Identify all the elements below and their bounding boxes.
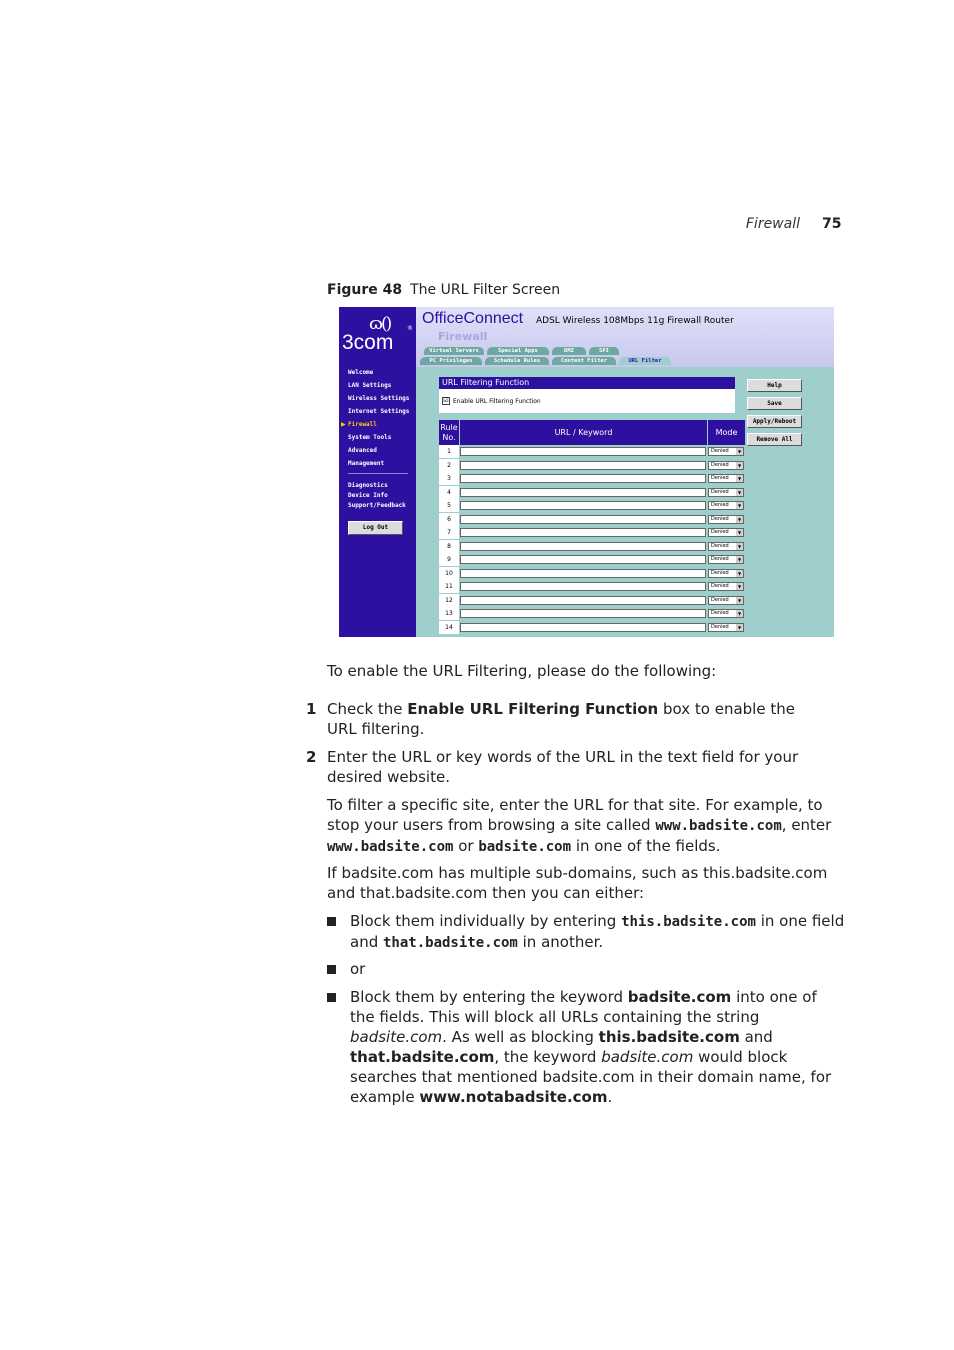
table-row xyxy=(439,607,746,620)
url-keyword-input[interactable] xyxy=(460,447,706,456)
mode-select[interactable] xyxy=(708,528,744,537)
panel-title: URL Filtering Function xyxy=(439,377,735,389)
mode-value: Denied xyxy=(711,583,729,589)
url-keyword-input[interactable] xyxy=(460,474,706,483)
table-row xyxy=(439,445,746,458)
b3-text-g: and xyxy=(739,1028,773,1046)
mode-select[interactable] xyxy=(708,555,744,564)
mode-select[interactable] xyxy=(708,474,744,483)
rule-number: 5 xyxy=(439,499,459,512)
mode-select[interactable] xyxy=(708,609,744,618)
chevron-down-icon: ▼ xyxy=(737,611,742,616)
url-keyword-input[interactable] xyxy=(460,528,706,537)
rule-number: 7 xyxy=(439,526,459,539)
b3-bold-that: that.badsite.com xyxy=(350,1048,495,1066)
sidebar-item-welcome[interactable]: Welcome xyxy=(348,369,374,376)
tab-dmz[interactable]: DMZ xyxy=(552,347,586,355)
b3-italic-string: badsite.com xyxy=(350,1028,443,1046)
brand-subtitle: ADSL Wireless 108Mbps 11g Firewall Router xyxy=(536,316,734,326)
table-row xyxy=(439,621,746,634)
apply-reboot-button[interactable]: Apply/Reboot xyxy=(747,415,802,428)
tab-url-filter[interactable]: URL Filter xyxy=(619,357,671,365)
url-keyword-input[interactable] xyxy=(460,461,706,470)
table-row xyxy=(439,499,746,512)
log-out-button[interactable]: Log Out xyxy=(348,521,403,535)
b3-text-k: would block searches that mentioned badsite.com in their domain name, for example xyxy=(350,1048,832,1106)
rule-number: 13 xyxy=(439,607,459,620)
bullet-square-icon xyxy=(327,917,336,926)
chevron-down-icon: ▼ xyxy=(737,570,742,576)
rule-number: 9 xyxy=(439,553,459,566)
brand-title: OfficeConnect xyxy=(422,310,524,327)
rule-number: 10 xyxy=(439,567,459,580)
sidebar-divider xyxy=(348,473,408,474)
mode-select[interactable] xyxy=(708,596,744,605)
step-2-text: Enter the URL or key words of the URL in the text field for your desired website. xyxy=(327,748,799,786)
current-item-arrow-icon: ▶ xyxy=(341,421,346,428)
enable-url-filter-checkbox[interactable]: ☑ xyxy=(443,397,449,404)
table-row xyxy=(439,526,746,539)
table-row xyxy=(439,459,746,472)
chevron-down-icon: ▼ xyxy=(737,597,742,603)
mode-value: Denied xyxy=(711,569,729,576)
3com-logo-icon: ɷ() xyxy=(369,314,391,334)
mode-value: Denied xyxy=(711,448,729,454)
rule-number: 2 xyxy=(439,459,459,472)
remove-all-button[interactable]: Remove All xyxy=(747,433,802,446)
rule-number: 3 xyxy=(439,472,459,485)
mode-select[interactable] xyxy=(708,623,744,632)
bullet-square-icon xyxy=(327,965,336,974)
tab-schedule-rules[interactable]: Schedule Rules xyxy=(485,357,549,365)
mode-select[interactable] xyxy=(708,515,744,524)
bullet-individually xyxy=(350,911,852,953)
section-title: Firewall xyxy=(438,330,488,343)
p1-text-d: in one of the fields. xyxy=(571,837,721,855)
step-1-text xyxy=(327,699,817,739)
sidebar-item-device-info[interactable]: Device Info xyxy=(348,492,388,499)
bullet-keyword xyxy=(350,987,835,1107)
column-header-mode: Mode xyxy=(708,420,745,445)
p1-text-b: , enter xyxy=(781,816,832,834)
tab-spi[interactable]: SPI xyxy=(589,347,619,355)
chevron-down-icon: ▼ xyxy=(737,462,742,468)
mode-value: Denied xyxy=(711,610,729,616)
help-button[interactable]: Help xyxy=(747,379,802,392)
mode-value: Denied xyxy=(711,461,729,468)
column-header-url-keyword: URL / Keyword xyxy=(460,420,707,445)
step-1-text-bold: Enable URL Filtering Function xyxy=(407,700,659,718)
sidebar-item-diagnostics[interactable]: Diagnostics xyxy=(348,482,388,489)
b1-text-b: in one field and xyxy=(350,912,845,951)
figure-title: The URL Filter Screen xyxy=(410,282,561,298)
chevron-down-icon: ▼ xyxy=(737,624,742,630)
p1-code-1: www.badsite.com xyxy=(655,818,782,834)
url-keyword-input[interactable] xyxy=(460,569,706,578)
sidebar-item-management[interactable]: Management xyxy=(348,460,385,467)
mode-value: Denied xyxy=(711,488,729,495)
rule-number: 12 xyxy=(439,594,459,607)
mode-select[interactable] xyxy=(708,542,744,551)
figure-caption xyxy=(327,282,560,298)
table-row xyxy=(439,553,746,566)
sidebar-item-firewall[interactable]: Firewall xyxy=(348,421,377,428)
b1-text-c: in another. xyxy=(517,933,604,951)
b3-bold-this: this.badsite.com xyxy=(598,1028,740,1046)
chevron-down-icon: ▼ xyxy=(737,476,742,481)
mode-select[interactable] xyxy=(708,501,744,510)
url-keyword-input[interactable] xyxy=(460,542,706,551)
mode-value: Denied xyxy=(711,556,729,562)
b3-bold-keyword: badsite.com xyxy=(627,988,732,1006)
sidebar-item-internet-settings[interactable]: Internet Settings xyxy=(348,408,410,415)
table-row xyxy=(439,486,746,499)
intro-text: To enable the URL Filtering, please do the following: xyxy=(327,662,717,680)
rule-number: 14 xyxy=(439,621,459,634)
sidebar-item-support-feedback[interactable]: Support/Feedback xyxy=(348,502,406,509)
b3-text-c: into one of the fields. This will block all URLs containing the string xyxy=(350,988,817,1026)
table-row xyxy=(439,513,746,526)
url-filter-screenshot xyxy=(339,307,834,637)
3com-logo-text: 3com xyxy=(342,331,394,354)
mode-value: Denied xyxy=(711,623,729,630)
figure-label: Figure 48 xyxy=(327,282,403,298)
paragraph-subdomains: If badsite.com has multiple sub-domains, such as this.badsite.com and that.badsite.com then you can either: xyxy=(327,864,828,902)
bullet-square-icon xyxy=(327,993,336,1002)
paragraph-specific-site xyxy=(327,795,842,857)
bullet-or: or xyxy=(350,960,366,978)
mode-select[interactable] xyxy=(708,461,744,470)
mode-value: Denied xyxy=(711,515,729,522)
url-keyword-input[interactable] xyxy=(460,488,706,497)
step-1-text-c: box to enable the URL filtering. xyxy=(327,700,795,738)
rule-number: 6 xyxy=(439,513,459,526)
registered-mark: ® xyxy=(407,325,413,332)
url-keyword-input[interactable] xyxy=(460,555,706,564)
table-row xyxy=(439,472,746,485)
column-header-rule-no: Rule No. xyxy=(439,420,459,445)
table-row xyxy=(439,580,746,593)
page-number: 75 xyxy=(822,216,842,232)
mode-value: Denied xyxy=(711,529,729,535)
step-1-text-a: Check the xyxy=(327,700,408,718)
mode-select[interactable] xyxy=(708,582,744,591)
tab-pc-privileges[interactable]: PC Privileges xyxy=(420,357,482,365)
b1-code-2: that.badsite.com xyxy=(383,935,518,951)
p1-text-a: To filter a specific site, enter the URL for that site. For example, to stop your users from browsing a site called xyxy=(327,796,823,834)
sidebar-item-system-tools[interactable]: System Tools xyxy=(348,434,392,441)
rule-number: 11 xyxy=(439,580,459,593)
chevron-down-icon: ▼ xyxy=(737,584,742,589)
table-row xyxy=(439,594,746,607)
url-keyword-input[interactable] xyxy=(460,623,706,632)
b1-code-1: this.badsite.com xyxy=(621,914,756,930)
chevron-down-icon: ▼ xyxy=(737,503,742,508)
rule-number: 8 xyxy=(439,540,459,553)
p1-text-c: or xyxy=(453,837,479,855)
b3-text-m: . xyxy=(607,1088,613,1106)
p1-code-3: badsite.com xyxy=(478,839,572,855)
url-keyword-input[interactable] xyxy=(460,609,706,618)
b3-bold-example: www.notabadsite.com xyxy=(419,1088,608,1106)
enable-url-filter-label: Enable URL Filtering Function xyxy=(453,398,541,405)
chevron-down-icon: ▼ xyxy=(737,543,742,549)
b3-text-i: , the keyword xyxy=(494,1048,602,1066)
sidebar-item-lan-settings[interactable]: LAN Settings xyxy=(348,382,392,389)
tab-special-apps[interactable]: Special Apps xyxy=(487,347,549,355)
step-2-number: 2 xyxy=(306,748,317,766)
chevron-down-icon: ▼ xyxy=(737,530,742,535)
save-button[interactable]: Save xyxy=(747,397,802,410)
mode-value: Denied xyxy=(711,542,729,549)
rule-number: 1 xyxy=(439,445,459,458)
chevron-down-icon: ▼ xyxy=(737,557,742,562)
url-keyword-input[interactable] xyxy=(460,596,706,605)
url-keyword-input[interactable] xyxy=(460,501,706,510)
mode-value: Denied xyxy=(711,596,729,603)
mode-select[interactable] xyxy=(708,447,744,456)
sidebar-item-advanced[interactable]: Advanced xyxy=(348,447,377,454)
chevron-down-icon: ▼ xyxy=(737,516,742,522)
tab-virtual-servers[interactable]: Virtual Servers xyxy=(424,347,484,355)
p1-code-2: www.badsite.com xyxy=(327,839,454,855)
step-1-number: 1 xyxy=(306,700,317,718)
b1-text-a: Block them individually by entering xyxy=(350,912,622,930)
running-header-section: Firewall xyxy=(745,216,800,232)
b3-text-a: Block them by entering the keyword xyxy=(350,988,628,1006)
rule-number: 4 xyxy=(439,486,459,499)
chevron-down-icon: ▼ xyxy=(737,489,742,495)
mode-select[interactable] xyxy=(708,488,744,497)
top-banner xyxy=(416,307,834,367)
table-row xyxy=(439,567,746,580)
b3-text-e: . As well as blocking xyxy=(442,1028,599,1046)
mode-value: Denied xyxy=(711,502,729,508)
mode-value: Denied xyxy=(711,475,729,481)
url-keyword-input[interactable] xyxy=(460,515,706,524)
chevron-down-icon: ▼ xyxy=(737,449,742,454)
sidebar-item-wireless-settings[interactable]: Wireless Settings xyxy=(348,395,410,402)
mode-select[interactable] xyxy=(708,569,744,578)
url-keyword-input[interactable] xyxy=(460,582,706,591)
tab-content-filter[interactable]: Content Filter xyxy=(552,357,616,365)
table-row xyxy=(439,540,746,553)
sidebar-nav xyxy=(339,307,416,637)
b3-italic-keyword: badsite.com xyxy=(601,1048,694,1066)
